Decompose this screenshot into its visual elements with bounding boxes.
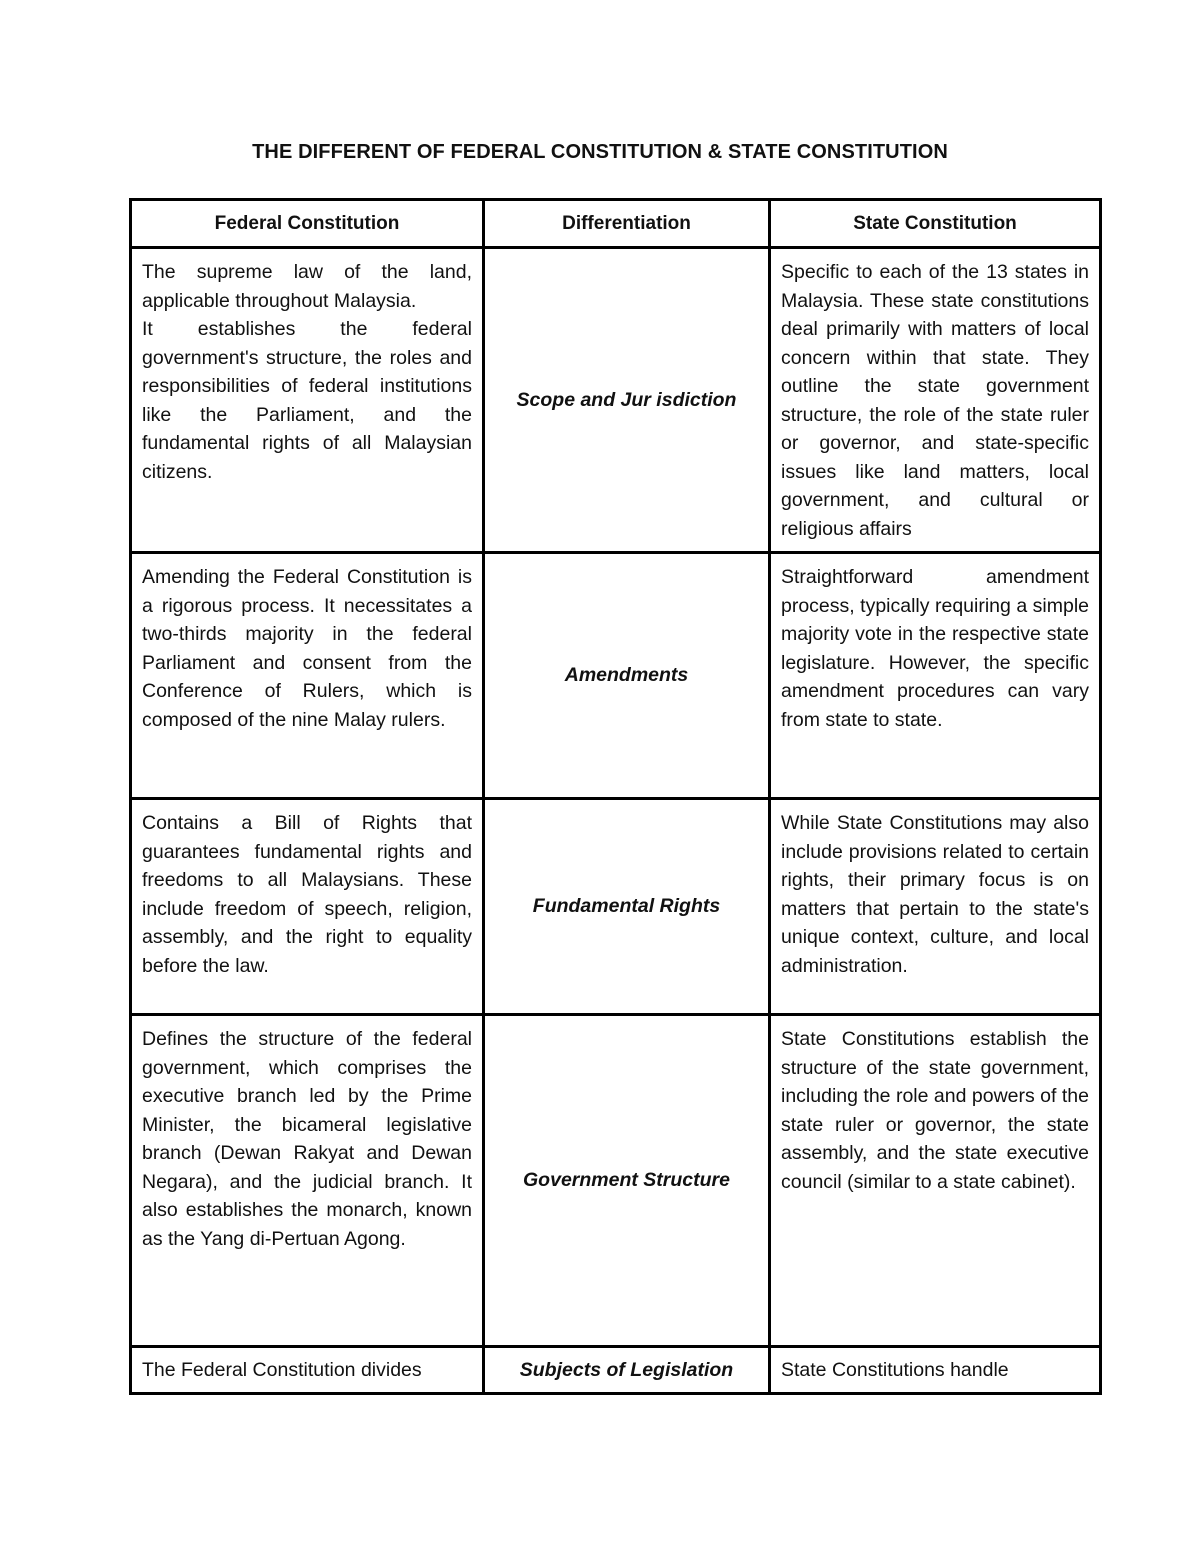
state-cell: State Constitutions establish the structure of the state government, including the role and powers of the state ruler or governor, the state assembly, and the state executive council (similar to a state cabinet). (770, 1015, 1101, 1347)
differentiation-cell: Government Structure (484, 1015, 770, 1347)
federal-text: It establishes the federal government's structure, the roles and responsibilities of federal institutions like the Parliament, and the fundamental rights of all Malaysian citizens. (142, 318, 472, 483)
header-differentiation: Differentiation (484, 200, 770, 248)
federal-cell: Defines the structure of the federal government, which comprises the executive branch led by the Prime Minister, the bicameral legislative branch (Dewan Rakyat and Dewan Negara), and the judicial branch. It also establishes the monarch, known as the Yang di-Pertuan Agong. (131, 1015, 484, 1347)
federal-cell: Amending the Federal Constitution is a rigorous process. It necessitates a two-thirds majority in the federal Parliament and consent from the Conference of Rulers, which is composed of the nine Malay rulers. (131, 553, 484, 799)
state-cell: State Constitutions handle (770, 1347, 1101, 1394)
state-cell: While State Constitutions may also include provisions related to certain rights, their primary focus is on matters that pertain to the state's unique context, culture, and local administration. (770, 799, 1101, 1015)
table-row (131, 248, 1101, 553)
state-cell: Specific to each of the 13 states in Malaysia. These state constitutions deal primarily with matters of local concern within that state. They outline the state government structure, the role of the state ruler or governor, and state-specific issues like land matters, local government, and cultural or religious affairs (770, 248, 1101, 553)
differentiation-cell: Scope and Jur isdiction (484, 248, 770, 553)
table-header-row (131, 200, 1101, 248)
federal-cell: Contains a Bill of Rights that guarantees fundamental rights and freedoms to all Malaysians. These include freedom of speech, religion, assembly, and the right to equality before the law. (131, 799, 484, 1015)
federal-cell (131, 248, 484, 553)
comparison-table (129, 198, 1102, 1395)
differentiation-cell: Amendments (484, 553, 770, 799)
differentiation-cell: Subjects of Legislation (484, 1347, 770, 1394)
federal-cell: The Federal Constitution divides (131, 1347, 484, 1394)
differentiation-cell: Fundamental Rights (484, 799, 770, 1015)
header-federal-constitution: Federal Constitution (131, 200, 484, 248)
state-cell: Straightforward amendment process, typically requiring a simple majority vote in the respective state legislature. However, the specific amendment procedures can vary from state to state. (770, 553, 1101, 799)
header-state-constitution: State Constitution (770, 200, 1101, 248)
table-row (131, 1347, 1101, 1394)
table-row (131, 553, 1101, 799)
table-row (131, 799, 1101, 1015)
federal-text: The supreme law of the land, applicable throughout Malaysia. (142, 261, 472, 312)
table-row (131, 1015, 1101, 1347)
page-title: THE DIFFERENT OF FEDERAL CONSTITUTION & STATE CONSTITUTION (252, 141, 948, 163)
